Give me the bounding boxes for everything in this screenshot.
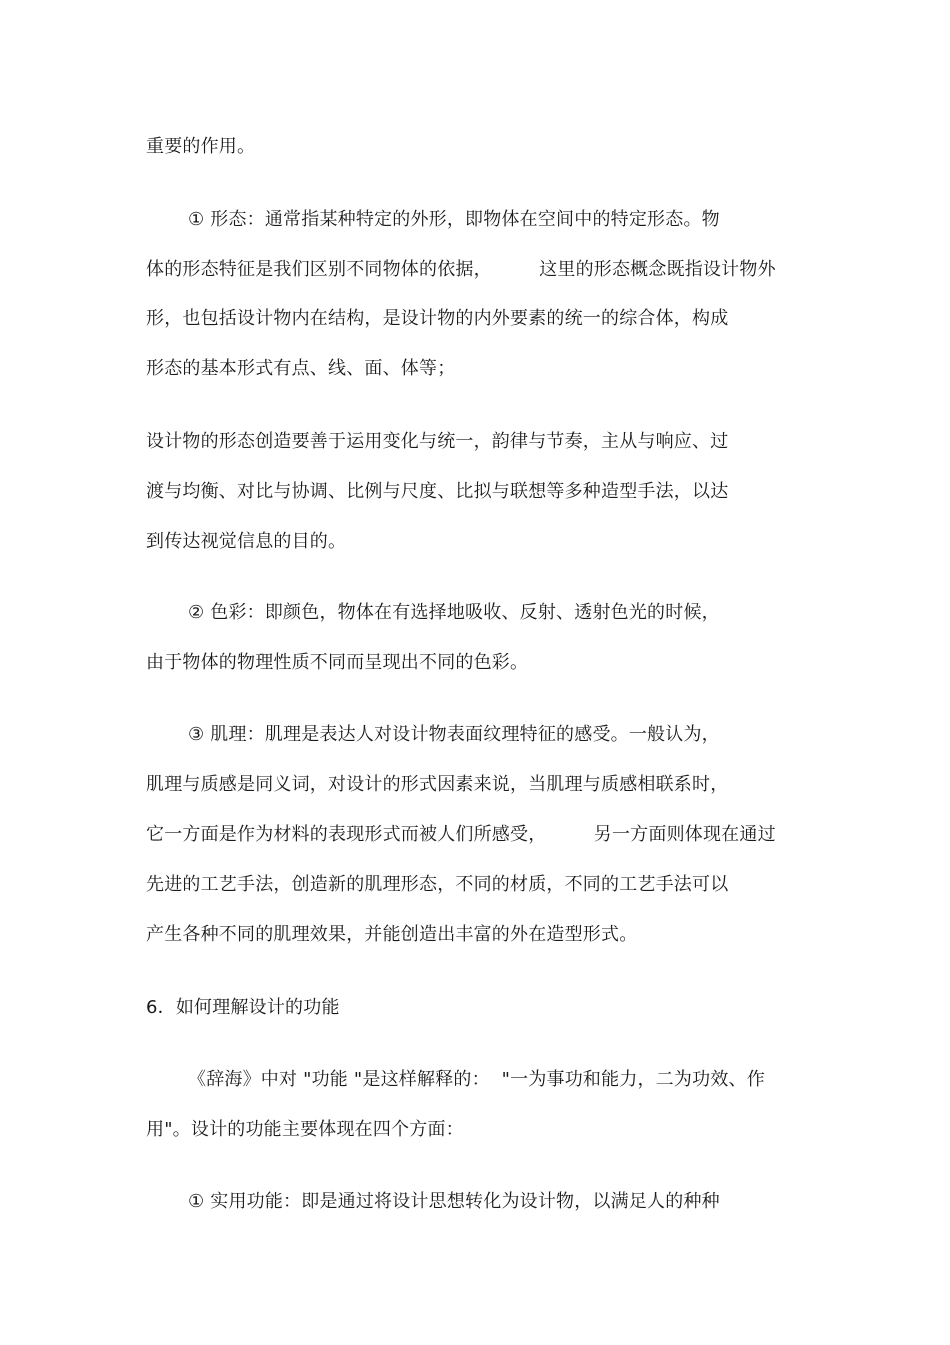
- paragraph-line: ③ 肌理：肌理是表达人对设计物表面纹理特征的感受。一般认为，: [188, 724, 720, 745]
- paragraph-line: 肌理与质感是同义词，对设计的形式因素来说，当肌理与质感相联系时，: [146, 774, 729, 795]
- paragraph-line: 重要的作用。: [146, 136, 256, 157]
- paragraph-line: 体的形态特征是我们区别不同物体的依据， 这里的形态概念既指设计物外: [146, 259, 776, 280]
- paragraph-line: 形态的基本形式有点、线、面、体等；: [146, 358, 456, 379]
- section-heading: 6．如何理解设计的功能: [146, 997, 340, 1018]
- paragraph-line: 形，也包括设计物内在结构，是设计物的内外要素的统一的综合体，构成: [146, 308, 729, 329]
- paragraph-line: 用"。设计的功能主要体现在四个方面：: [146, 1119, 464, 1140]
- paragraph-line: ① 形态：通常指某种特定的外形，即物体在空间中的特定形态。物: [188, 209, 720, 230]
- paragraph-line: ② 色彩：即颜色，物体在有选择地吸收、反射、透射色光的时候，: [188, 602, 720, 623]
- paragraph-line: 到传达视觉信息的目的。: [146, 531, 347, 552]
- paragraph-line: 设计物的形态创造要善于运用变化与统一，韵律与节奏，主从与响应、过: [146, 431, 729, 452]
- paragraph-line: ① 实用功能：即是通过将设计思想转化为设计物，以满足人的种种: [188, 1191, 720, 1212]
- paragraph-line: 《辞海》中对 "功能 "是这样解释的： "一为事功和能力，二为功效、作: [188, 1069, 765, 1090]
- paragraph-line: 它一方面是作为材料的表现形式而被人们所感受， 另一方面则体现在通过: [146, 824, 776, 845]
- paragraph-line: 由于物体的物理性质不同而呈现出不同的色彩。: [146, 652, 529, 673]
- paragraph-line: 产生各种不同的肌理效果，并能创造出丰富的外在造型形式。: [146, 924, 638, 945]
- paragraph-line: 渡与均衡、对比与协调、比例与尺度、比拟与联想等多种造型手法，以达: [146, 481, 729, 502]
- paragraph-line: 先进的工艺手法，创造新的肌理形态，不同的材质，不同的工艺手法可以: [146, 874, 729, 895]
